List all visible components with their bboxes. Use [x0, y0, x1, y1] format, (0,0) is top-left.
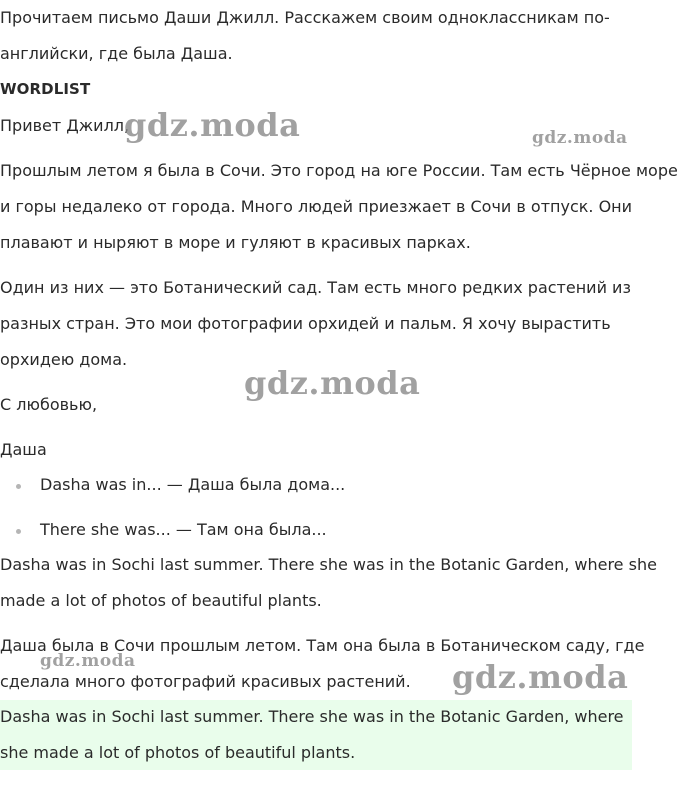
watermark: gdz.moda — [40, 651, 136, 671]
letter-paragraph-2-line-1: Один из них — это Ботанический сад. Там есть много редких растений из — [0, 278, 631, 297]
russian-translation-line-2: сделала много фотографий красивых растений. — [0, 672, 411, 691]
letter-paragraph-2-line-3: орхидею дома. — [0, 350, 128, 369]
letter-paragraph-1-line-3: плавают и ныряют в море и гуляют в красивых парках. — [0, 233, 471, 252]
english-answer-line-2: made a lot of photos of beautiful plants. — [0, 591, 322, 610]
task-line-1: Прочитаем письмо Даши Джилл. Расскажем своим одноклассникам по- — [0, 8, 610, 27]
russian-translation-line-1: Даша была в Сочи прошлым летом. Там она была в Ботаническом саду, где — [0, 636, 645, 655]
letter-closing: С любовью, — [0, 395, 98, 414]
wordlist-heading: WORDLIST — [0, 80, 91, 98]
watermark: gdz.moda — [124, 106, 301, 144]
watermark: gdz.moda — [244, 364, 421, 402]
highlighted-answer-line-2: she made a lot of photos of beautiful plants. — [0, 743, 356, 762]
letter-greeting: Привет Джилл, — [0, 116, 130, 135]
bullet-dot — [16, 529, 21, 534]
letter-paragraph-1-line-2: и горы недалеко от города. Много людей приезжает в Сочи в отпуск. Они — [0, 197, 633, 216]
wordlist-item-2: There she was... — Там она была... — [40, 520, 327, 539]
watermark: gdz.moda — [532, 128, 628, 148]
highlighted-answer-line-1: Dasha was in Sochi last summer. There she was in the Botanic Garden, where — [0, 707, 624, 726]
wordlist-item-1: Dasha was in... — Даша была дома... — [40, 475, 346, 494]
letter-paragraph-1-line-1: Прошлым летом я была в Сочи. Это город на юге России. Там есть Чёрное море — [0, 161, 678, 180]
letter-signature: Даша — [0, 440, 47, 459]
bullet-dot — [16, 484, 21, 489]
watermark: gdz.moda — [452, 658, 629, 696]
task-line-2: английски, где была Даша. — [0, 44, 233, 63]
letter-paragraph-2-line-2: разных стран. Это мои фотографии орхидей и пальм. Я хочу вырастить — [0, 314, 611, 333]
english-answer-line-1: Dasha was in Sochi last summer. There she was in the Botanic Garden, where she — [0, 555, 657, 574]
